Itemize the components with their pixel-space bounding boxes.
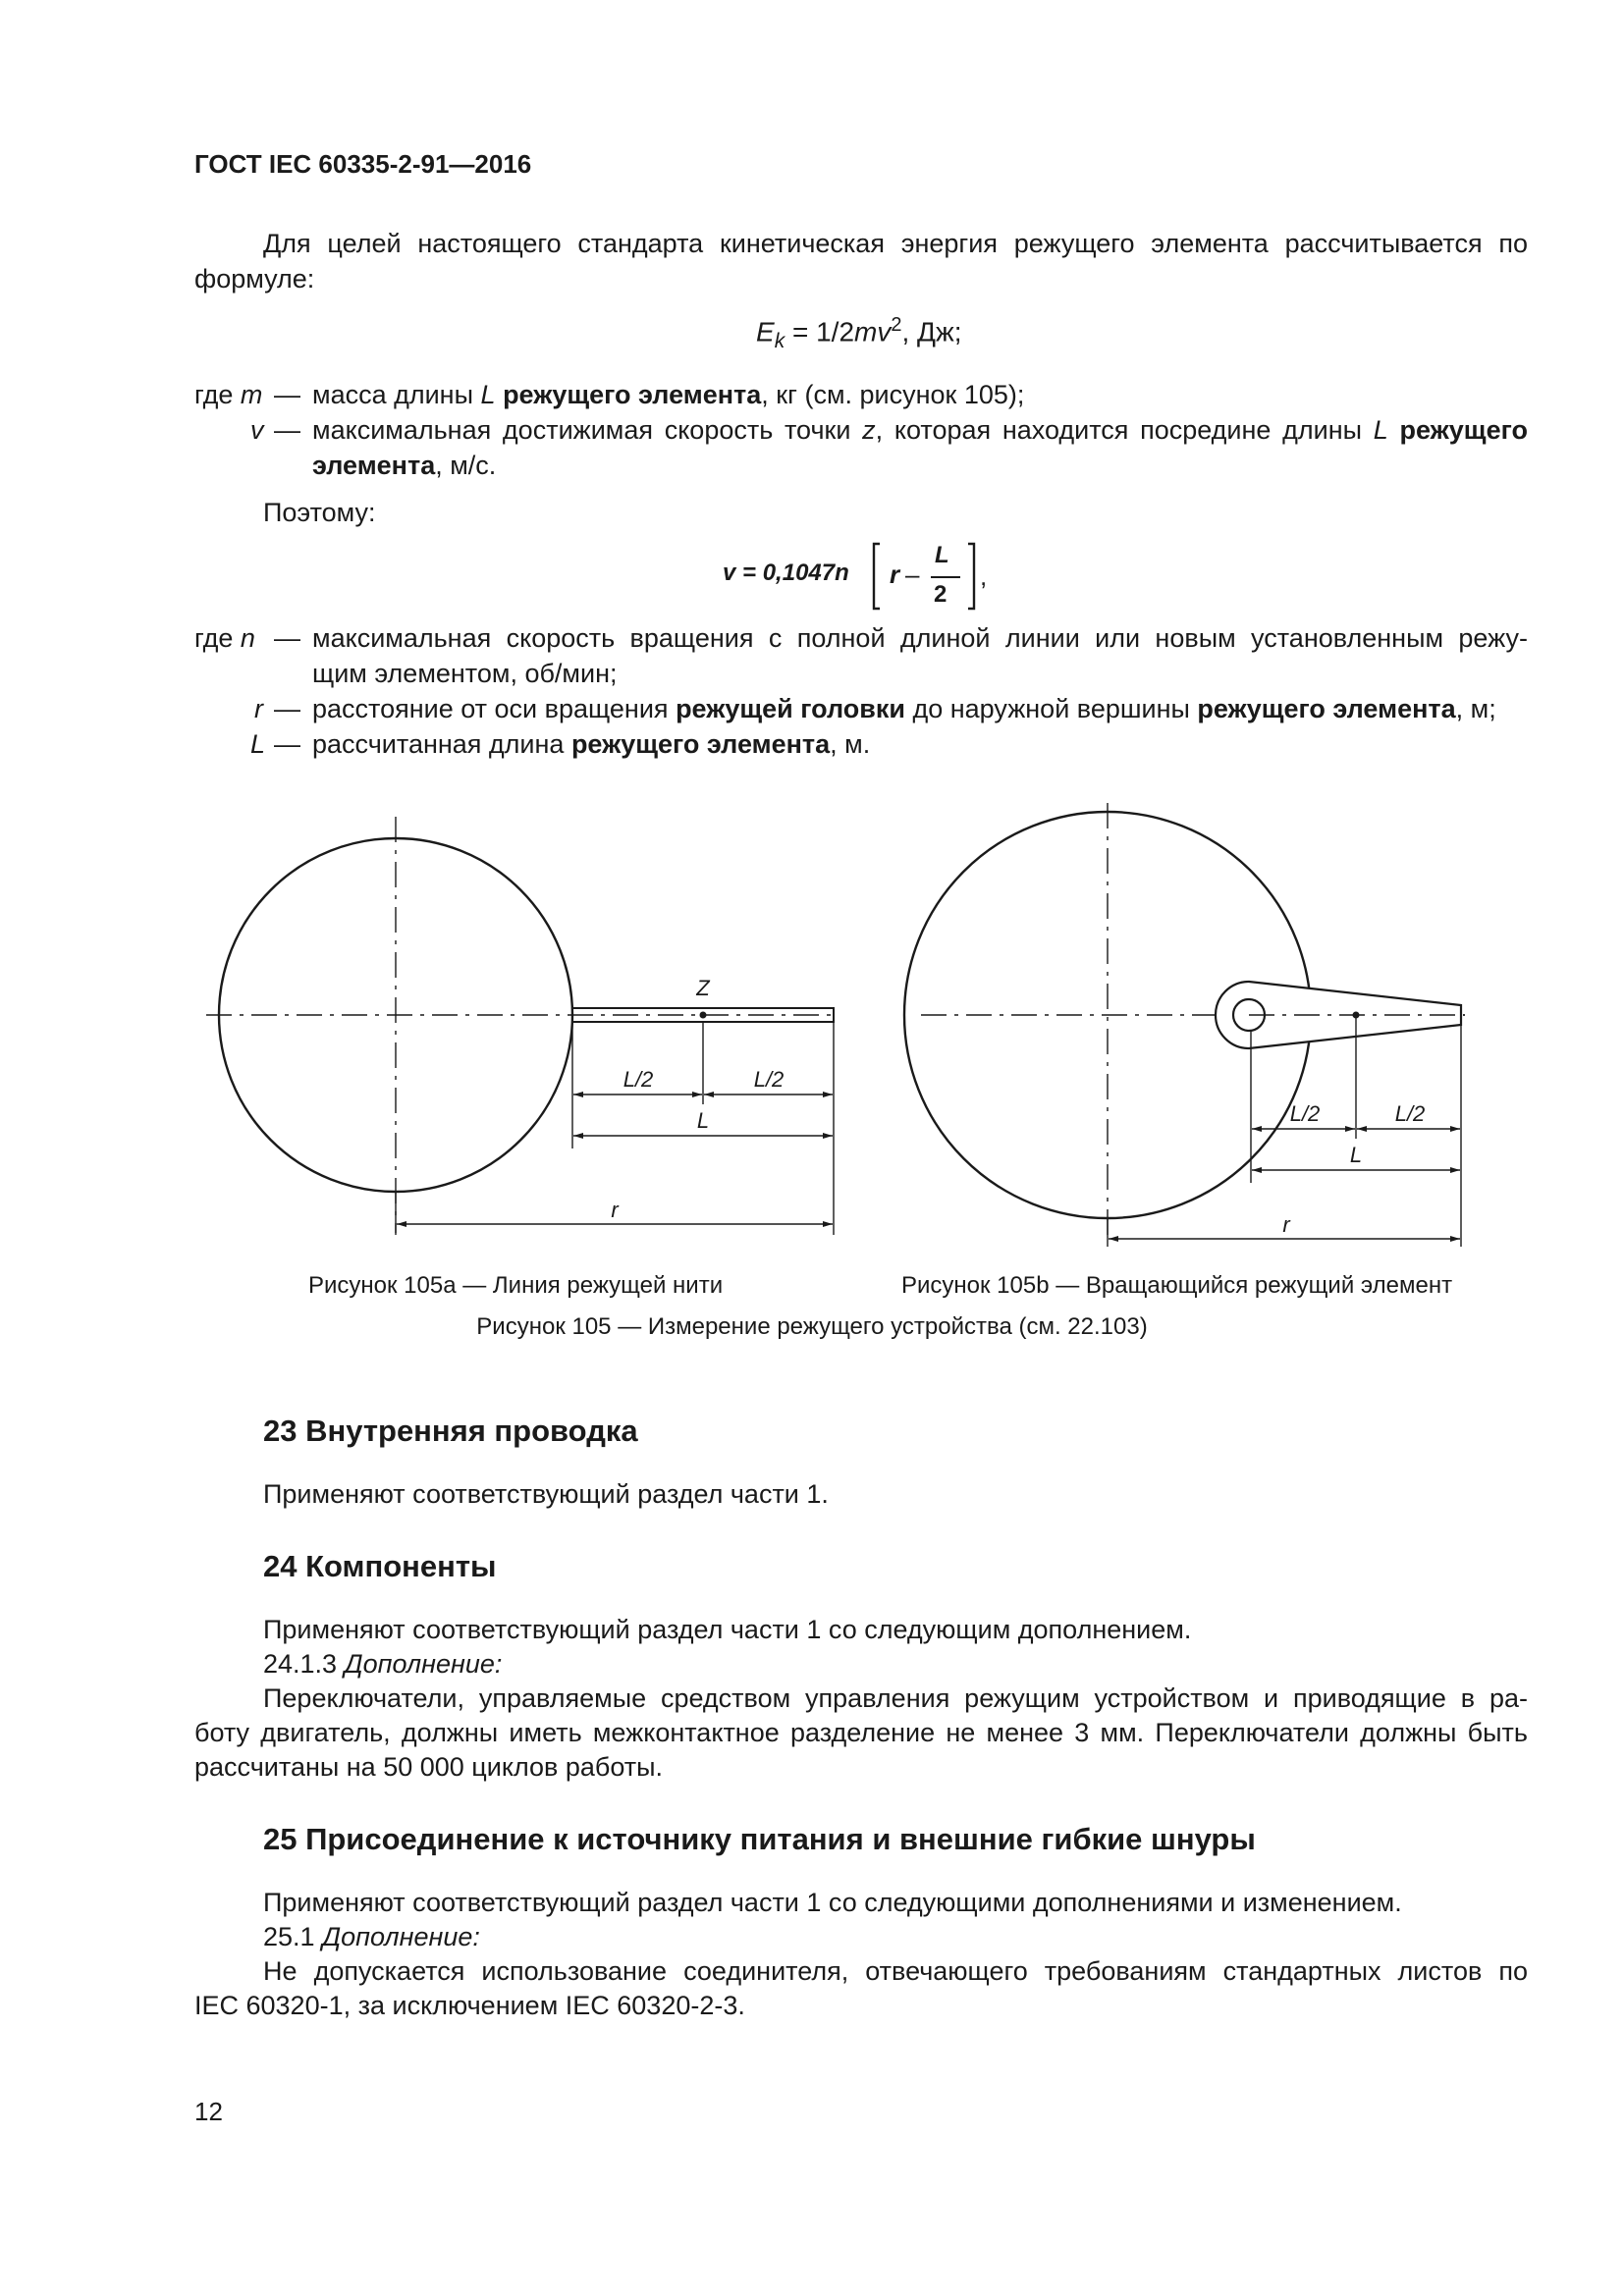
dash: —: [274, 623, 300, 653]
point-z: [700, 1012, 706, 1018]
label-z: Z: [696, 976, 710, 1000]
kinetic-energy-formula: $E_k = 1/2mv^2$, Дж;: [756, 314, 962, 352]
dash: —: [274, 380, 300, 409]
section-25-title: 25 Присоединение к источнику питания и внешние гибкие шнуры: [263, 1822, 1256, 1856]
definition-r-symbol: r: [254, 694, 263, 723]
dash: —: [274, 415, 300, 445]
label-half-2-b: L/2: [1394, 1101, 1426, 1126]
section-24-subclause: 24.1.3 Дополнение:: [263, 1649, 503, 1679]
definition-L-text: рассчитанная длина режущего элемента, м.: [312, 729, 871, 759]
caption-105: Рисунок 105 — Измерение режущего устройства (см. 22.103): [476, 1313, 1148, 1340]
label-r-a: r: [611, 1198, 619, 1222]
dash: —: [274, 694, 300, 723]
figure-105-drawing: [0, 785, 1624, 1256]
figure-105a: [206, 817, 835, 1235]
page-number: 12: [194, 2097, 223, 2126]
label-L-a: L: [696, 1108, 710, 1133]
section-24-para-line-1: Переключатели, управляемые средством управления режущим устройством и приводящие в ра-: [263, 1683, 1528, 1713]
section-24-text-1: Применяют соответствующий раздел части 1 со следующим дополнением.: [263, 1615, 1192, 1644]
section-24-title: 24 Компоненты: [263, 1549, 497, 1583]
figure-105b: [904, 803, 1465, 1247]
dash: —: [274, 729, 300, 759]
section-23-title: 23 Внутренняя проводка: [263, 1414, 638, 1448]
intro-line-2: формуле:: [194, 264, 315, 294]
definition-m: где m: [194, 380, 263, 409]
caption-105a: Рисунок 105a — Линия режущей нити: [308, 1272, 724, 1299]
therefore-text: Поэтому:: [263, 498, 376, 527]
definition-v-symbol: v: [250, 415, 264, 445]
velocity-formula: v = 0,1047n r – L 2 ,: [723, 538, 998, 616]
section-24-para-line-3: рассчитаны на 50 000 циклов работы.: [194, 1752, 664, 1782]
label-half-1-b: L/2: [1289, 1101, 1321, 1126]
definition-m-text: масса длины L режущего элемента, кг (см. рисунок 105);: [312, 380, 1025, 409]
section-25-para-line-1: Не допускается использование соединителя, отвечающего требованиям стандартных листов по: [263, 1956, 1528, 1986]
caption-105b: Рисунок 105b — Вращающийся режущий элемент: [901, 1272, 1453, 1299]
point-z-b: [1353, 1012, 1359, 1018]
definition-n: где n: [194, 623, 255, 653]
definition-L-symbol: L: [250, 729, 266, 759]
document-header: ГОСТ IEC 60335-2-91—2016: [194, 149, 532, 179]
definition-n-line-1: максимальная скорость вращения с полной длиной линии или новым установленным режу-: [312, 623, 1528, 653]
formula-brackets: [870, 538, 978, 616]
definition-v-line-1: максимальная достижимая скорость точки z, которая находится посредине длины L режущего: [312, 415, 1528, 445]
label-r-b: r: [1282, 1212, 1290, 1237]
label-L-b: L: [1349, 1143, 1363, 1167]
section-25-text-1: Применяют соответствующий раздел части 1 со следующими дополнениями и изменением.: [263, 1888, 1402, 1917]
definition-v-line-2: элемента, м/с.: [312, 451, 497, 480]
definition-n-line-2: щим элементом, об/мин;: [312, 659, 618, 688]
label-half-1-a: L/2: [623, 1067, 654, 1092]
label-half-2-a: L/2: [753, 1067, 785, 1092]
intro-line-1: Для целей настоящего стандарта кинетическая энергия режущего элемента рассчитывается по: [263, 229, 1528, 258]
definition-r-text: расстояние от оси вращения режущей головки до наружной вершины режущего элемента, м;: [312, 694, 1496, 723]
section-25-subclause: 25.1 Дополнение:: [263, 1922, 480, 1951]
section-23-text: Применяют соответствующий раздел части 1.: [263, 1479, 829, 1509]
section-25-para-line-2: IEC 60320-1, за исключением IEC 60320-2-3.: [194, 1991, 745, 2020]
section-24-para-line-2: боту двигатель, должны иметь межконтактное разделение не менее 3 мм. Переключатели должны быть: [194, 1718, 1528, 1747]
